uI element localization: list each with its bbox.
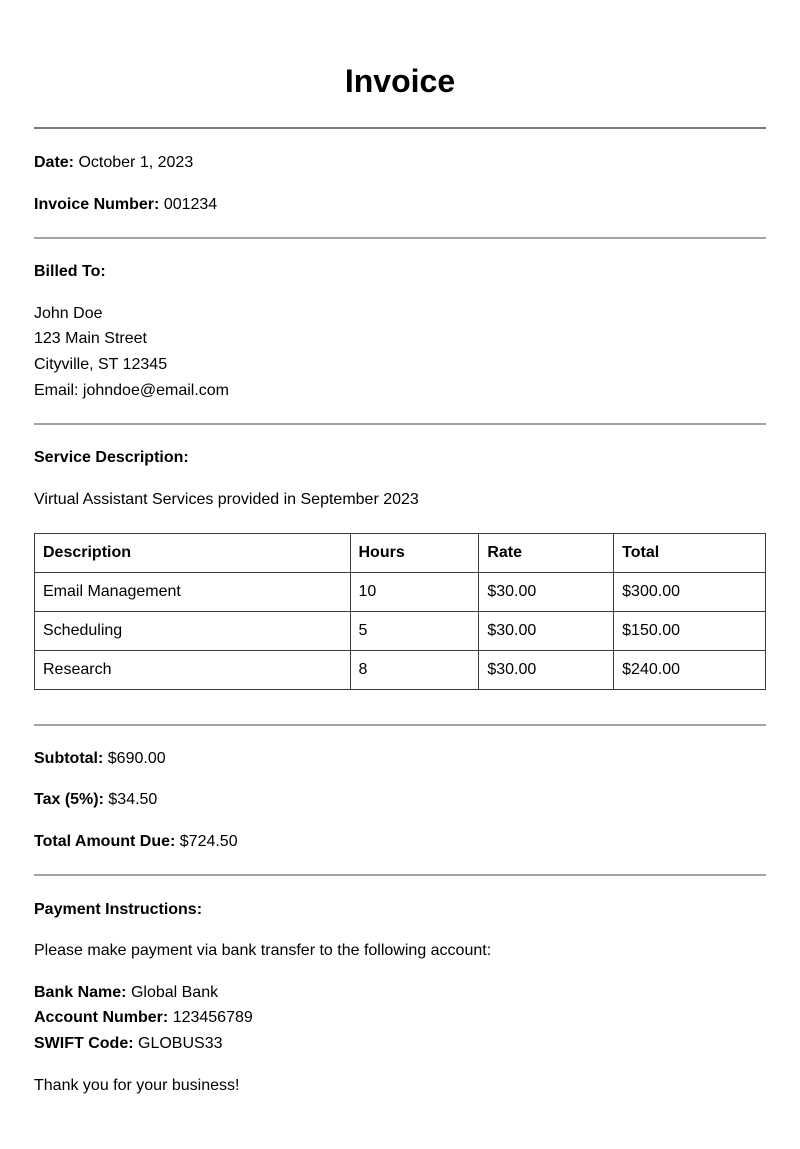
billed-to-city: Cityville, ST 12345 [34, 356, 168, 373]
payment-heading: Payment Instructions: [34, 901, 203, 918]
date-value: October 1, 2023 [78, 154, 194, 171]
column-header-description: Description [35, 534, 351, 573]
tax-value: $34.50 [108, 791, 158, 808]
divider [34, 127, 766, 129]
subtotal-line [34, 749, 166, 769]
tax-label: Tax (5%): [34, 791, 104, 808]
page-title: Invoice [344, 63, 456, 99]
total-due-value: $724.50 [179, 833, 238, 850]
bank-name-value: Global Bank [130, 984, 219, 1001]
swift-code-label: SWIFT Code: [34, 1035, 134, 1052]
subtotal-value: $690.00 [107, 750, 166, 767]
service-heading: Service Description: [34, 449, 189, 466]
table-row [35, 573, 766, 612]
cell-total: $150.00 [614, 612, 766, 651]
billed-to-name: John Doe [34, 305, 103, 322]
bank-name-label: Bank Name: [34, 984, 127, 1001]
table-row [35, 651, 766, 690]
cell-description: Email Management [35, 573, 351, 612]
cell-total: $240.00 [614, 651, 766, 690]
table-header-row [35, 534, 766, 573]
cell-hours: 8 [350, 651, 479, 690]
swift-code-line [34, 1034, 222, 1054]
total-due-line [34, 832, 238, 852]
cell-rate: $30.00 [479, 612, 614, 651]
divider [34, 237, 766, 239]
cell-hours: 5 [350, 612, 479, 651]
billed-to-email: Email: johndoe@email.com [34, 382, 229, 399]
cell-hours: 10 [350, 573, 479, 612]
column-header-hours: Hours [350, 534, 479, 573]
divider [34, 724, 766, 726]
invoice-number-value: 001234 [163, 196, 218, 213]
tax-line [34, 790, 157, 810]
total-due-label: Total Amount Due: [34, 833, 176, 850]
subtotal-label: Subtotal: [34, 750, 104, 767]
service-text: Virtual Assistant Services provided in September 2023 [34, 491, 419, 508]
date-label: Date: [34, 154, 75, 171]
table-row [35, 612, 766, 651]
services-table [34, 533, 766, 690]
invoice-number-label: Invoice Number: [34, 196, 160, 213]
cell-rate: $30.00 [479, 573, 614, 612]
cell-rate: $30.00 [479, 651, 614, 690]
divider [34, 423, 766, 425]
invoice-number-line [34, 195, 217, 215]
column-header-rate: Rate [479, 534, 614, 573]
payment-text: Please make payment via bank transfer to the following account: [34, 942, 492, 959]
bank-name-line [34, 983, 218, 1003]
account-number-label: Account Number: [34, 1009, 169, 1026]
billed-to-heading: Billed To: [34, 263, 106, 280]
cell-description: Scheduling [35, 612, 351, 651]
date-line [34, 153, 193, 173]
cell-description: Research [35, 651, 351, 690]
thank-you-note: Thank you for your business! [34, 1077, 240, 1094]
divider [34, 874, 766, 876]
billed-to-street: 123 Main Street [34, 330, 147, 347]
account-number-value: 123456789 [172, 1009, 253, 1026]
column-header-total: Total [614, 534, 766, 573]
cell-total: $300.00 [614, 573, 766, 612]
swift-code-value: GLOBUS33 [138, 1035, 223, 1052]
account-number-line [34, 1008, 253, 1028]
